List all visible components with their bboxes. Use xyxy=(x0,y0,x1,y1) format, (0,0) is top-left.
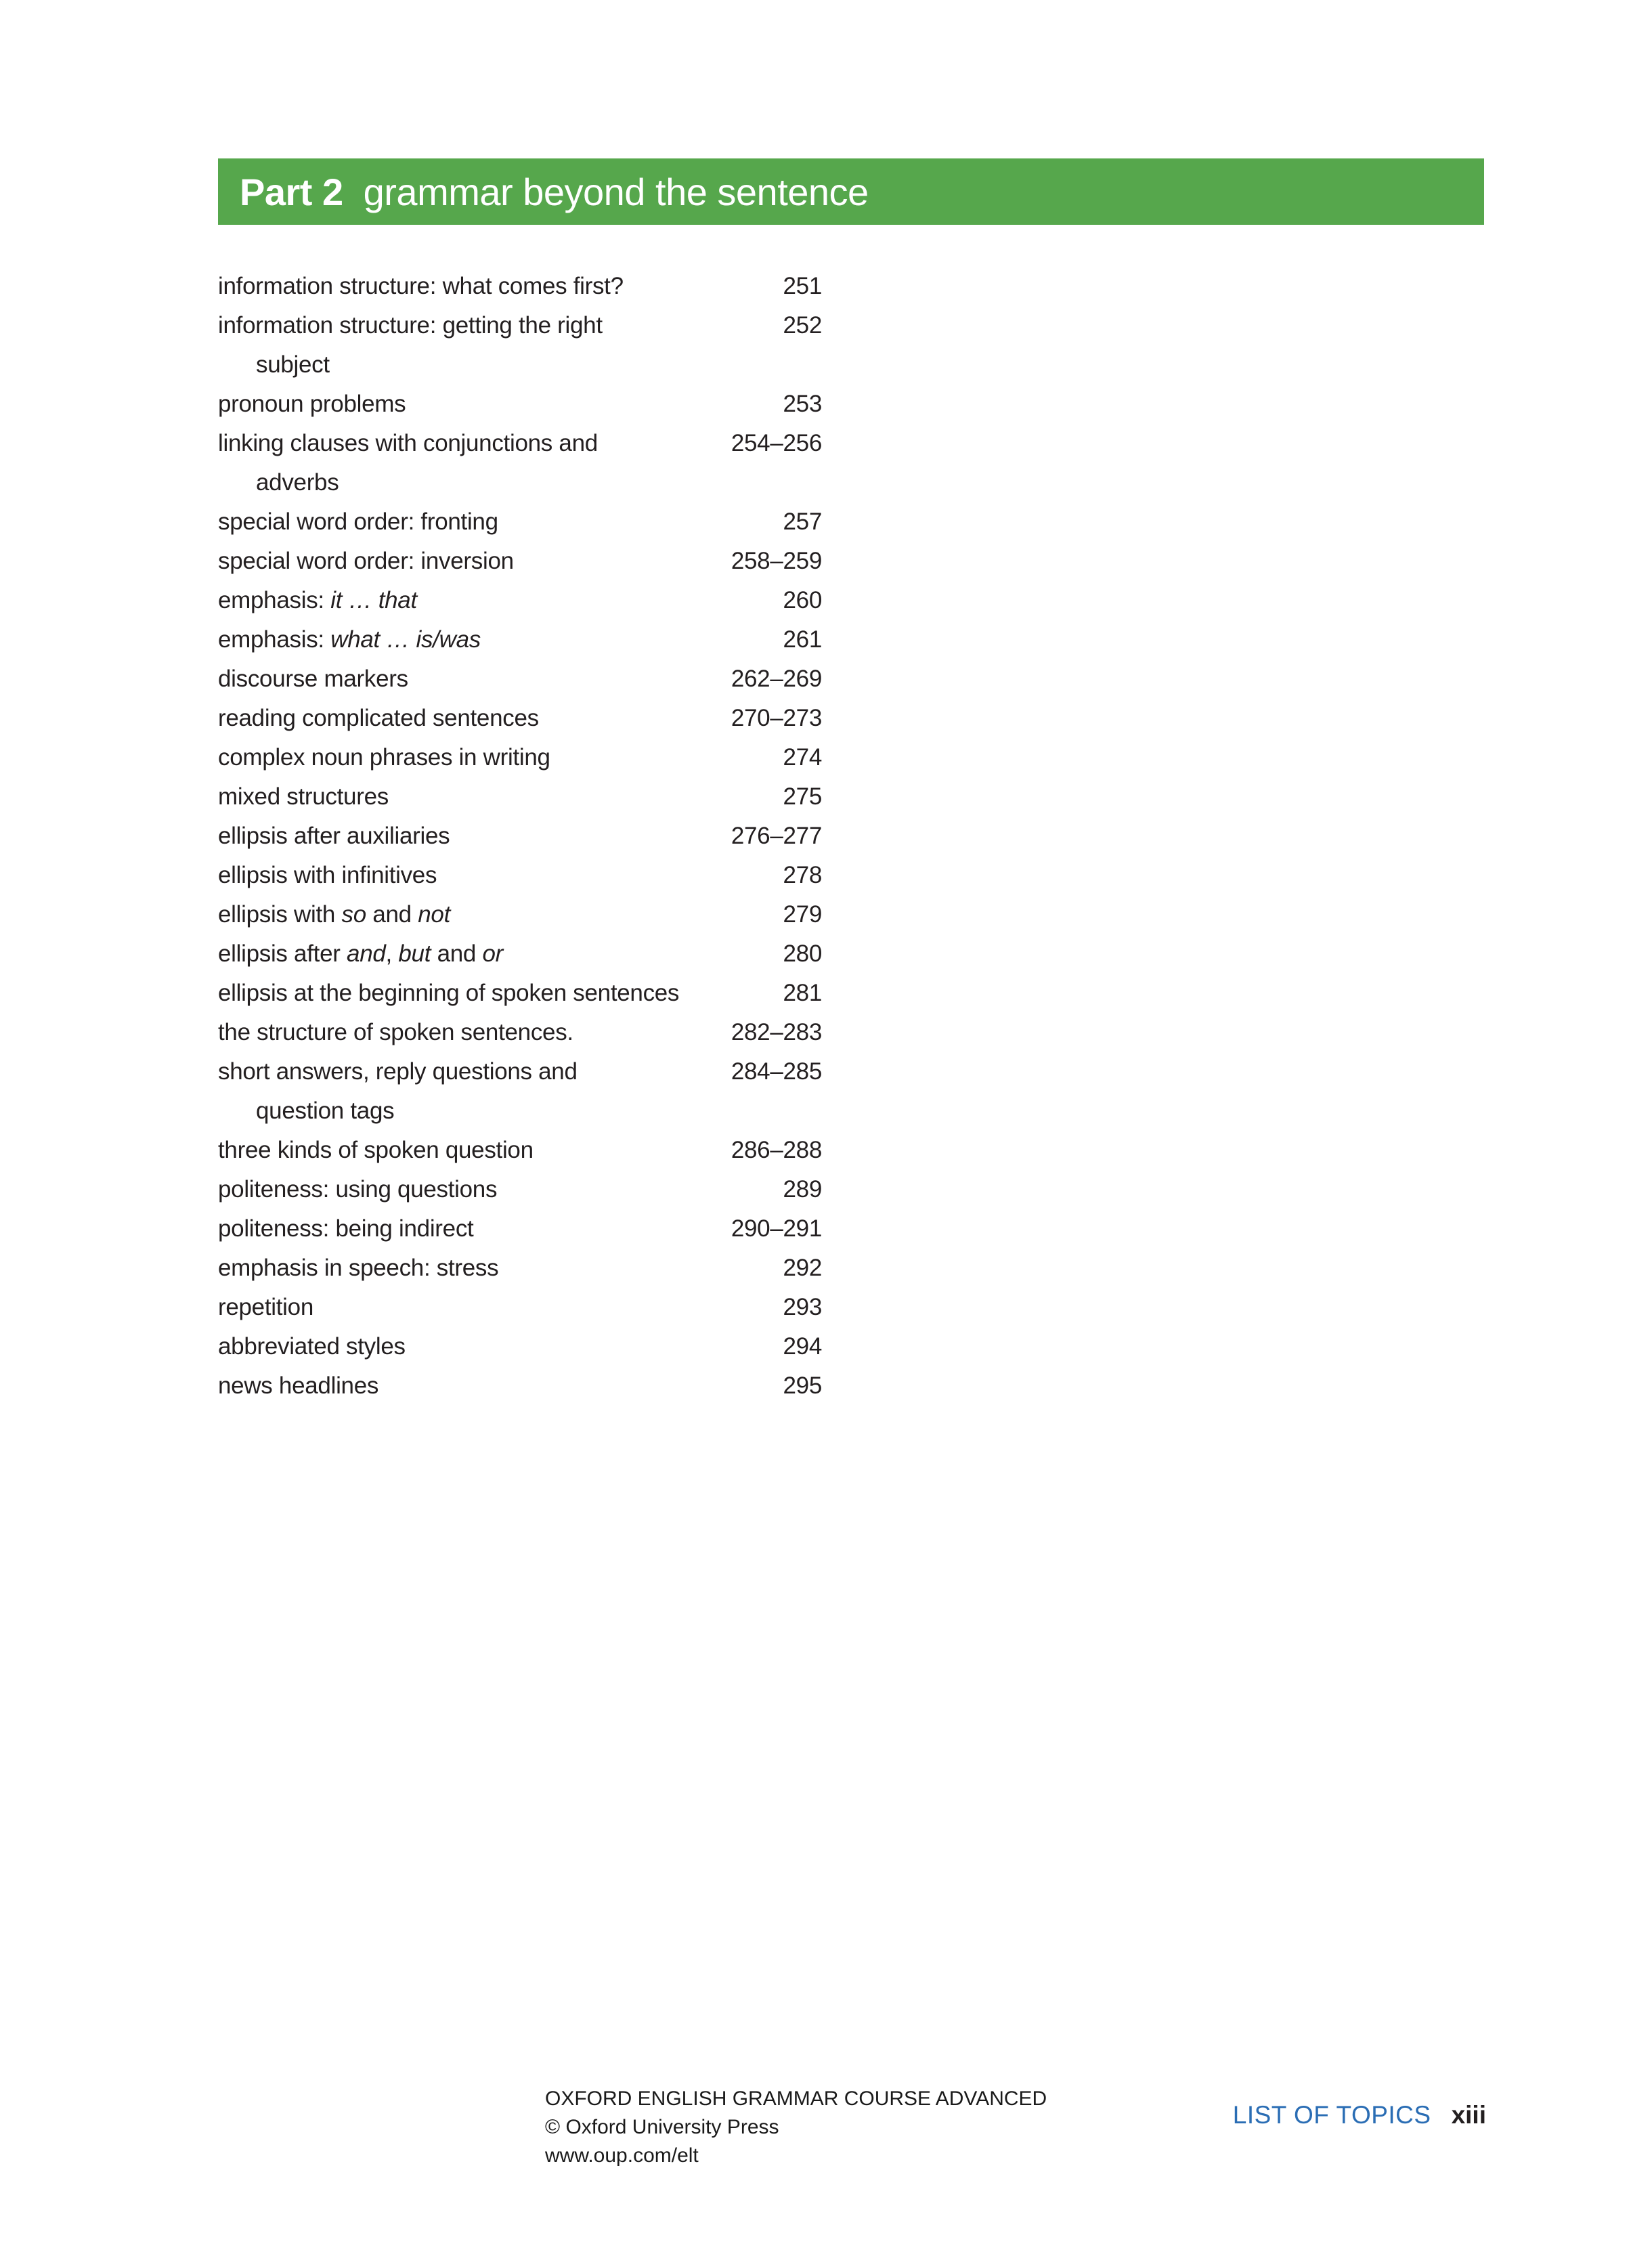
toc-entry-continuation: subject xyxy=(256,351,330,378)
toc-entry xyxy=(218,1327,822,1366)
toc-entry-pages: 289 xyxy=(783,1176,822,1203)
toc-entry-title: information structure: what comes first? xyxy=(218,273,624,299)
toc-entry-pages: 284–285 xyxy=(731,1058,822,1085)
toc-entry-title: reading complicated sentences xyxy=(218,705,539,731)
toc-entry-pages: 260 xyxy=(783,587,822,613)
toc-entry-pages: 278 xyxy=(783,862,822,888)
toc-entry xyxy=(218,620,822,659)
toc-entry-pages: 253 xyxy=(783,391,822,417)
part-label: Part 2 xyxy=(240,170,343,213)
toc-entry-title: ellipsis with so and not xyxy=(218,901,451,928)
toc-entry-pages: 282–283 xyxy=(731,1019,822,1045)
toc-entry xyxy=(218,502,822,542)
toc-entry-title: special word order: fronting xyxy=(218,508,498,535)
toc-entry-title: emphasis: what … is/was xyxy=(218,626,481,653)
toc-entry xyxy=(218,581,822,620)
toc-entry-title: discourse markers xyxy=(218,666,408,692)
toc-entry-pages: 275 xyxy=(783,783,822,810)
toc-entry-title: politeness: using questions xyxy=(218,1176,498,1203)
toc-entry xyxy=(218,817,822,856)
toc-entry-pages: 292 xyxy=(783,1255,822,1281)
toc-entry-title: abbreviated styles xyxy=(218,1333,406,1360)
toc-entry xyxy=(218,1131,822,1170)
toc-entry xyxy=(218,659,822,699)
toc-entry xyxy=(218,895,822,934)
toc-entry-title: short answers, reply questions and xyxy=(218,1058,578,1085)
toc-entry-title: ellipsis after and, but and or xyxy=(218,940,504,967)
toc-entry xyxy=(218,1366,822,1406)
toc-entry-title: emphasis in speech: stress xyxy=(218,1255,499,1281)
toc-list xyxy=(218,267,822,1406)
toc-entry-pages: 293 xyxy=(783,1294,822,1320)
toc-entry xyxy=(218,856,822,895)
toc-entry xyxy=(218,934,822,974)
toc-entry-title: ellipsis after auxiliaries xyxy=(218,823,450,849)
toc-entry-title: special word order: inversion xyxy=(218,548,514,574)
toc-entry-pages: 258–259 xyxy=(731,548,822,574)
toc-entry-title: emphasis: it … that xyxy=(218,587,417,613)
toc-entry xyxy=(218,1170,822,1209)
toc-entry-pages: 261 xyxy=(783,626,822,653)
toc-entry-pages: 254–256 xyxy=(731,430,822,456)
toc-entry-title: information structure: getting the right xyxy=(218,312,603,339)
toc-entry xyxy=(218,1209,822,1249)
toc-entry-title: repetition xyxy=(218,1294,313,1320)
toc-entry-title: pronoun problems xyxy=(218,391,406,417)
toc-entry-title: the structure of spoken sentences. xyxy=(218,1019,573,1045)
toc-entry-title: news headlines xyxy=(218,1372,379,1399)
toc-entry xyxy=(218,306,822,345)
toc-entry-title: linking clauses with conjunctions and xyxy=(218,430,598,456)
toc-entry-pages: 274 xyxy=(783,744,822,771)
toc-entry xyxy=(218,974,822,1013)
toc-entry xyxy=(218,738,822,777)
toc-entry-pages: 286–288 xyxy=(731,1137,822,1163)
toc-entry xyxy=(218,267,822,306)
toc-entry-pages: 262–269 xyxy=(731,666,822,692)
toc-entry-pages: 252 xyxy=(783,312,822,339)
footer-url: www.oup.com/elt xyxy=(545,2144,699,2167)
toc-entry-pages: 270–273 xyxy=(731,705,822,731)
toc-entry xyxy=(218,777,822,817)
toc-entry-title: ellipsis with infinitives xyxy=(218,862,437,888)
toc-entry xyxy=(218,1288,822,1327)
part-title: grammar beyond the sentence xyxy=(363,170,869,213)
toc-entry-pages: 279 xyxy=(783,901,822,928)
toc-entry xyxy=(218,1249,822,1288)
toc-entry-title: mixed structures xyxy=(218,783,389,810)
toc-entry-pages: 290–291 xyxy=(731,1215,822,1242)
toc-entry-title: complex noun phrases in writing xyxy=(218,744,550,771)
part-banner xyxy=(218,158,1484,225)
footer-book-title: OXFORD ENGLISH GRAMMAR COURSE ADVANCED xyxy=(545,2087,1047,2110)
toc-entry xyxy=(218,385,822,424)
toc-entry-continuation: adverbs xyxy=(256,469,339,496)
footer-section-label: LIST OF TOPICS xyxy=(1232,2101,1431,2129)
toc-entry xyxy=(218,699,822,738)
footer-section-block xyxy=(1233,2101,1486,2129)
toc-entry xyxy=(218,1013,822,1052)
toc-entry xyxy=(218,424,822,463)
toc-entry-continuation: question tags xyxy=(256,1098,395,1124)
toc-entry-pages: 257 xyxy=(783,508,822,535)
toc-entry-pages: 251 xyxy=(783,273,822,299)
toc-entry-title: politeness: being indirect xyxy=(218,1215,474,1242)
toc-entry-title: ellipsis at the beginning of spoken sentences xyxy=(218,980,680,1006)
footer-copyright: © Oxford University Press xyxy=(545,2116,779,2138)
footer-imprint xyxy=(545,2085,1047,2170)
toc-entry xyxy=(218,1052,822,1091)
toc-entry-pages: 280 xyxy=(783,940,822,967)
toc-entry xyxy=(218,542,822,581)
toc-entry-title: three kinds of spoken question xyxy=(218,1137,534,1163)
toc-entry-pages: 281 xyxy=(783,980,822,1006)
toc-entry-pages: 294 xyxy=(783,1333,822,1360)
toc-entry-pages: 276–277 xyxy=(731,823,822,849)
toc-entry-pages: 295 xyxy=(783,1372,822,1399)
footer-page-number: xiii xyxy=(1451,2101,1486,2129)
